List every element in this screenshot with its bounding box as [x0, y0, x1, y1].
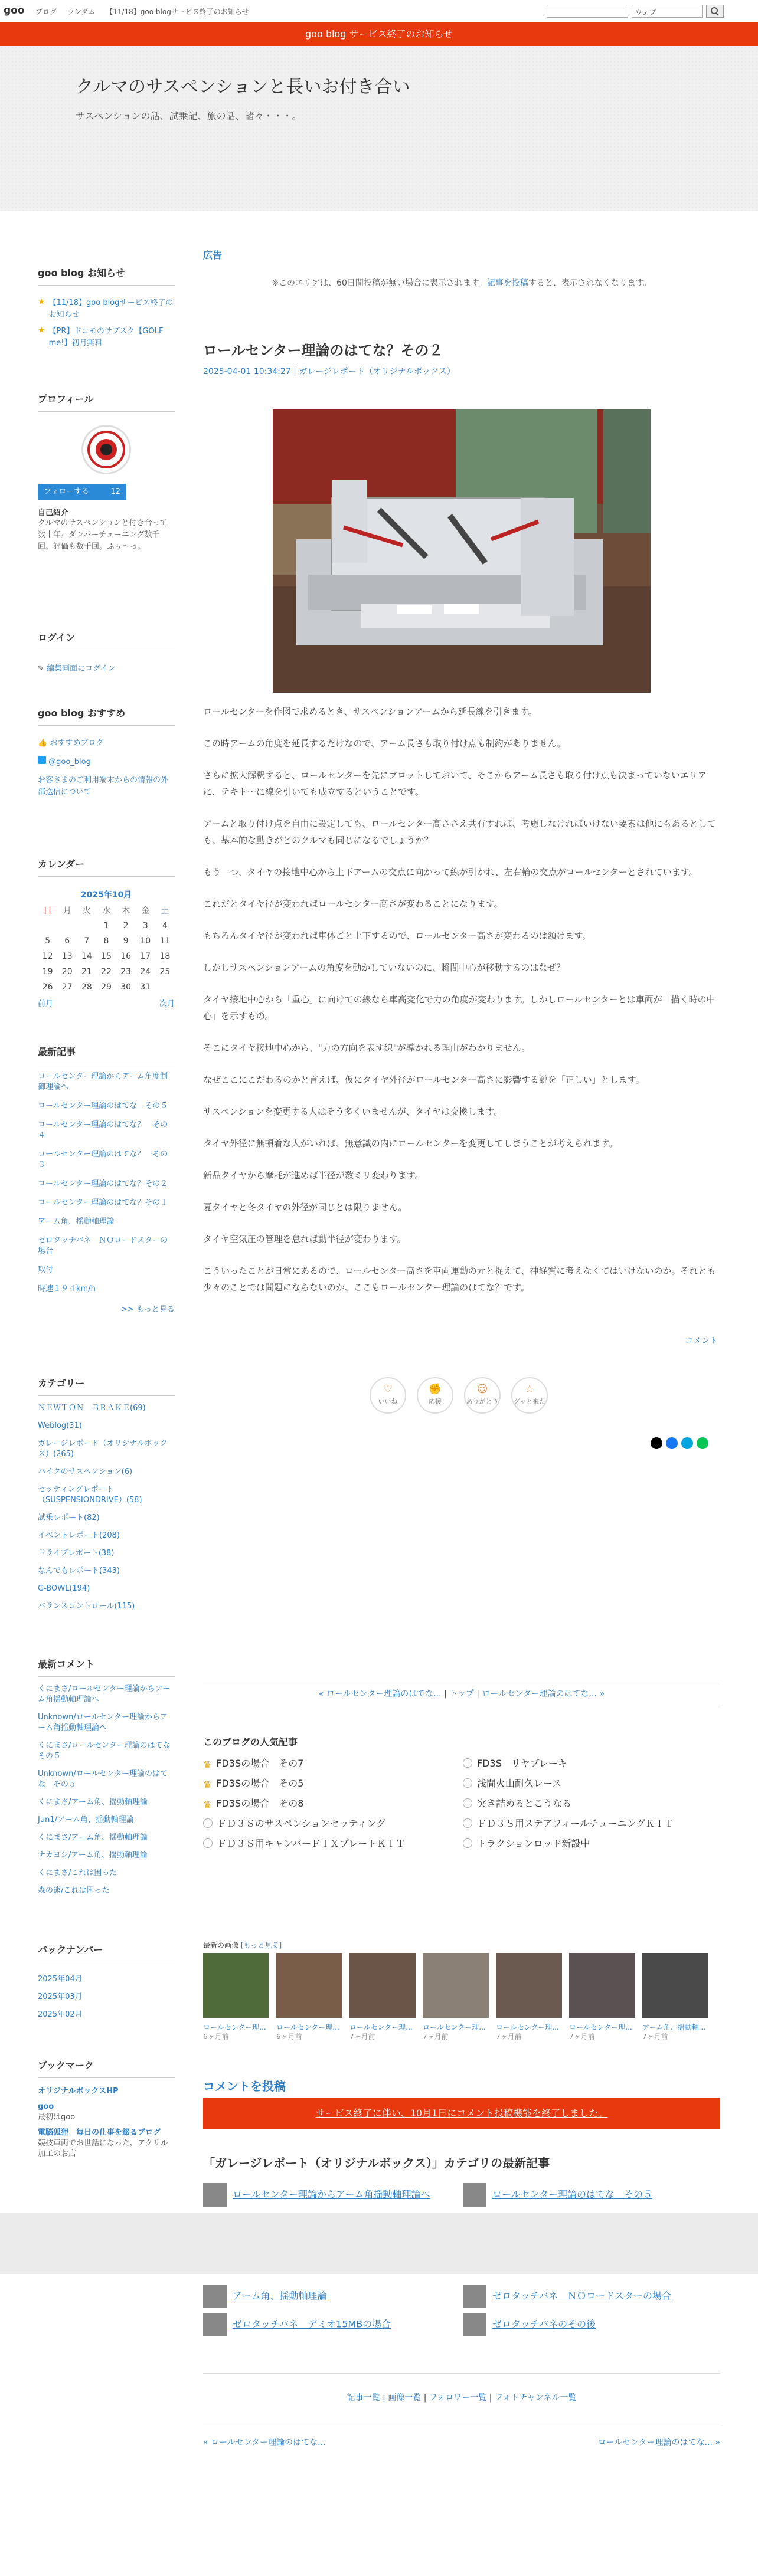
calendar-day [38, 918, 57, 933]
weekday-label: 日 [43, 906, 52, 916]
sidebar-calendar [38, 857, 175, 1008]
thumbs-up-icon: 👍 [38, 739, 48, 748]
post-category[interactable]: ガレージレポート（オリジナルボックス） [299, 367, 455, 376]
star-icon: ★ [38, 326, 45, 335]
post-paragraph: 夏タイヤと冬タイヤの外径が同じとは限りません。 [203, 1202, 407, 1212]
popular-post-title: ＦＤ３Ｓのサスペンションセッティング [217, 1818, 386, 1829]
recent-post-link[interactable]: ロールセンター理論のはてな？ その４ [38, 1120, 168, 1140]
calendar-prev-link[interactable]: 前月 [38, 999, 54, 1008]
recent-post-link[interactable]: ロールセンター理論のはてな？その１ [38, 1198, 168, 1207]
thumbnail-icon [463, 1758, 472, 1768]
calendar-weekday-row [38, 903, 175, 918]
post-paragraph: タイヤ接地中心から「重心」に向けての線なら車高変化で力の角度が変わります。しかしロールセンターとは車両が「描く時の中心」を示すもの。 [203, 994, 715, 1021]
crown-icon: ♛ [203, 1779, 212, 1790]
blog-header [0, 46, 758, 211]
recent-comment-link[interactable]: くにまさ/これは困った [38, 1869, 117, 1877]
bookmark-heading: ブックマーク [38, 2058, 175, 2078]
bookmark-desc: 最初はgoo [38, 2113, 76, 2122]
category-link[interactable]: セッティングレポート（SUSPENSIONDRIVE）(58) [38, 1485, 142, 1505]
recent-post-link[interactable]: ロールセンター理論のはてな？ その３ [38, 1150, 168, 1169]
popular-post-title: 浅間火山耐久レース [477, 1778, 562, 1789]
recent-comment-link[interactable]: 森の熊/これは困った [38, 1886, 110, 1895]
recent-post-link[interactable]: 時速１９４km/h [38, 1284, 96, 1293]
calendar-day: 24 [140, 967, 151, 976]
popular-post-link[interactable] [203, 1756, 303, 1770]
avatar[interactable] [81, 425, 131, 474]
hatena-share-icon[interactable] [681, 1437, 693, 1449]
image-caption[interactable] [496, 2023, 562, 2041]
image-caption[interactable] [276, 2023, 342, 2041]
facebook-share-icon[interactable] [666, 1437, 678, 1449]
sidebar-profile [38, 392, 175, 553]
comment-link[interactable]: コメント [685, 1336, 718, 1346]
article-thumbnail [203, 2313, 227, 2336]
popular-post-link[interactable] [203, 1776, 303, 1790]
bottom-prev-link[interactable]: « ロールセンター理論のはてな... [203, 2438, 326, 2447]
reaction-icon: ☺ [476, 1383, 488, 1395]
image-title: アーム角、揺動軸... [642, 2023, 706, 2031]
calendar-day: 16 [120, 952, 132, 961]
category-link[interactable]: バイクのサスペンション(6) [38, 1467, 133, 1476]
category-latest-link[interactable] [203, 2183, 430, 2207]
sidebar-backnumber [38, 1942, 175, 2024]
thumbnail-icon [463, 1778, 472, 1788]
image-age: 7ヶ月前 [642, 2033, 668, 2041]
category-link[interactable]: ＮＥＷＴＯＮ ＢＲＡＫＥ(69) [38, 1404, 146, 1412]
image-title: ロールセンター理... [569, 2023, 632, 2031]
reaction-label: 応援 [429, 1398, 442, 1405]
sidebar-news [38, 266, 175, 349]
top-link-notice[interactable]: 【11/18】goo blogサービス終了のお知らせ [106, 8, 249, 16]
thumbnail-icon [463, 1798, 472, 1808]
popular-post-link[interactable] [463, 1756, 567, 1769]
image-caption[interactable] [642, 2023, 708, 2041]
recent-post-link[interactable]: アーム角、揺動軸理論 [38, 1217, 115, 1226]
comments-heading: 最新コメント [38, 1657, 175, 1677]
crown-icon: ♛ [203, 1799, 212, 1810]
recent-comment-link[interactable]: Unknown/ロールセンター理論からアーム角揺動軸理論へ [38, 1713, 168, 1732]
calendar-day [77, 918, 96, 933]
backnumber-heading: バックナンバー [38, 1942, 175, 1962]
image-thumbnail[interactable] [276, 1953, 342, 2018]
footer-link-photochannel[interactable]: フォトチャンネル一覧 [494, 2393, 577, 2403]
category-link[interactable]: なんでもレポート(343) [38, 1566, 120, 1575]
calendar-day: 27 [61, 982, 73, 992]
recent-comment-link[interactable]: くにまさ/アーム角、揺動軸理論 [38, 1833, 148, 1842]
follow-label: フォローする [44, 487, 89, 496]
line-share-icon[interactable] [697, 1437, 708, 1449]
reaction-icon: ✊ [428, 1383, 442, 1395]
pager-prev-link[interactable]: « ロールセンター理論のはてな... [319, 1689, 442, 1699]
calendar-week-row [38, 933, 175, 949]
category-latest-title: ゼロタッチバネ デミオ15MBの場合 [233, 2318, 391, 2330]
crown-icon: ♛ [203, 1759, 212, 1770]
post-paragraph: これだとタイヤ径が変わればロールセンター高さが変わることになります。 [203, 899, 503, 909]
reaction-button[interactable] [370, 1377, 406, 1414]
post-paragraph: タイヤ外径に無頓着な人がいれば、無意識の内にロールセンターを変更してしまうことが考えられます。 [203, 1138, 618, 1149]
recent-heading: 最新記事 [38, 1044, 175, 1064]
post-article-link[interactable]: 記事を投稿 [486, 278, 528, 288]
calendar-day: 31 [140, 982, 151, 992]
image-title: ロールセンター理... [349, 2023, 413, 2031]
calendar-day: 25 [159, 967, 171, 976]
category-link[interactable]: ドライブレポート(38) [38, 1549, 115, 1558]
calendar-day: 9 [123, 936, 129, 946]
article-thumbnail [463, 2285, 486, 2308]
profile-heading: プロフィール [38, 392, 175, 412]
footer-link-articles[interactable]: 記事一覧 [347, 2393, 380, 2403]
recent-comment-link[interactable]: Unknown/ロールセンター理論のはてな その５ [38, 1769, 168, 1789]
category-latest-link[interactable] [203, 2313, 391, 2336]
post-paragraph: さらに拡大解釈すると、ロールセンターを先にプロットしておいて、そこからアーム長さも取り付け点も決まっていないエリアに、テキト〜に線を引いても成立するということです。 [203, 770, 707, 797]
self-intro-heading: 自己紹介 [38, 509, 69, 517]
categories-heading: カテゴリー [38, 1376, 175, 1396]
category-latest-link[interactable] [463, 2313, 596, 2336]
recent-comment-link[interactable]: くにまさ/アーム角、揺動軸理論 [38, 1798, 148, 1807]
popular-post-link[interactable] [203, 1816, 385, 1830]
calendar-day: 28 [81, 982, 92, 992]
post-paragraph: こういったことが日常にあるので、ロールセンター高さを車両運動の元と捉えて、神経質に考えなくてはいけないのか。それとも少々のことでは問題にならないのか、ここもロールセンター理論のはてな？です。 [203, 1266, 716, 1293]
post-paragraph: もう一つ、タイヤの接地中心から上下アームの交点に向かって線が引かれ、左右輪の交点がロールセンターとされています。 [203, 867, 698, 877]
sidebar-comments [38, 1657, 178, 1903]
top-bar [0, 0, 758, 22]
image-thumbnail[interactable] [423, 1953, 489, 2018]
image-title: ロールセンター理... [203, 2023, 266, 2031]
category-latest-title: アーム角、揺動軸理論 [233, 2290, 327, 2302]
calendar-day: 22 [101, 967, 112, 976]
twitter-icon [38, 756, 46, 764]
popular-post-link[interactable] [203, 1796, 303, 1810]
top-links [35, 6, 257, 17]
backnumber-item[interactable]: 2025年04月 [38, 1975, 83, 1984]
post-paragraph: もちろんタイヤ径が変われば車体ごと上下するので、ロールセンター高さが変わるのは頷けます。 [203, 930, 592, 941]
popular-post-link[interactable] [463, 1776, 561, 1790]
post-date[interactable]: 2025-04-01 10:34:27 [203, 367, 291, 376]
popular-post-link[interactable] [203, 1836, 405, 1850]
sidebar-bookmark [38, 2058, 175, 2159]
calendar-day: 19 [42, 967, 53, 976]
pager-top-link[interactable]: トップ [449, 1689, 474, 1699]
calendar-day [155, 979, 175, 995]
calendar-day: 6 [64, 936, 70, 946]
calendar-day: 30 [120, 982, 132, 992]
popular-post-title: 突き詰めるとこうなる [477, 1798, 572, 1809]
calendar-day: 7 [84, 936, 90, 946]
follow-button[interactable] [38, 484, 126, 500]
ad-notice-text: すると、表示されなくなります。 [528, 278, 652, 288]
calendar-day: 29 [101, 982, 112, 992]
calendar-day: 3 [142, 921, 148, 930]
popular-post-title: FD3Sの場合 その8 [216, 1798, 304, 1809]
image-thumbnail[interactable] [349, 1953, 416, 2018]
calendar-day: 13 [61, 952, 73, 961]
popular-post-title: ＦＤ３Ｓ用ステアフィールチューニングＫＩＴ [477, 1818, 674, 1829]
image-thumbnail[interactable] [496, 1953, 562, 2018]
calendar-week-row [38, 979, 175, 995]
post-paragraph: この時アームの角度を延長するだけなので、アーム長さも取り付け点も制約がありません。 [203, 738, 566, 749]
ad-notice [203, 277, 720, 289]
category-latest-title: ロールセンター理論のはてな その５ [492, 2188, 653, 2200]
popular-heading: このブログの人気記事 [203, 1736, 298, 1748]
reaction-label: ありがとう [466, 1398, 499, 1405]
blog-description: サスペンションの話、試乗記、旅の話、諸々・・・。 [76, 110, 302, 122]
recent-post-link[interactable]: ロールセンター理論のはてな その５ [38, 1102, 168, 1110]
pencil-icon: ✎ [38, 664, 44, 673]
calendar-day [57, 918, 77, 933]
calendar-table [38, 903, 175, 995]
category-link[interactable]: イベントレポート(208) [38, 1531, 120, 1540]
popular-post-link[interactable] [463, 1836, 590, 1850]
category-latest-link[interactable] [463, 2183, 652, 2207]
calendar-day: 5 [45, 936, 51, 946]
category-link[interactable]: バランスコントロール(115) [38, 1602, 135, 1611]
popular-post-title: FD3Sの場合 その7 [216, 1758, 304, 1769]
calendar-week-row [38, 964, 175, 979]
bookmark-link[interactable]: オリジナルボックスHP [38, 2087, 119, 2096]
calendar-day: 17 [140, 952, 151, 961]
top-link-blog[interactable]: ブログ [35, 8, 57, 16]
reaction-icon: ☆ [524, 1383, 535, 1395]
news-heading: goo blog お知らせ [38, 266, 175, 286]
calendar-next-link[interactable]: 次月 [159, 999, 175, 1008]
article-thumbnail [203, 2183, 227, 2207]
image-age: 7ヶ月前 [569, 2033, 595, 2041]
category-latest-title: ゼロタッチバネのその後 [492, 2318, 596, 2330]
calendar-day: 12 [42, 952, 53, 961]
search-scope-select[interactable]: ウェブ [632, 5, 703, 18]
image-caption[interactable] [349, 2023, 416, 2041]
backnumber-item[interactable]: 2025年02月 [38, 2010, 83, 2019]
image-thumbnail[interactable] [642, 1953, 708, 2018]
post-paragraph: タイヤ空気圧の管理を怠れば動半径が変わります。 [203, 1234, 406, 1244]
news-item-service-end[interactable]: 【11/18】goo blogサービス終了のお知らせ [48, 299, 174, 319]
ad-heading: 広告 [203, 250, 223, 261]
login-link[interactable]: 編集画面にログイン [47, 664, 116, 673]
thumbnail-icon [203, 1818, 213, 1828]
images-more-link[interactable]: [もっと見る] [240, 1941, 282, 1949]
ad-band [0, 2213, 758, 2274]
recent-post-link[interactable]: ゼロタッチバネ ＮＯロードスターの場合 [38, 1236, 168, 1256]
bookmark-desc: 競技車両でお世話になった、アクリル加工のお店 [38, 2139, 168, 2158]
post-paragraph: しかしサスペンションアームの角度を動かしていないのに、瞬間中心が移動するのはなぜ？ [203, 962, 566, 973]
article-thumbnail [203, 2285, 227, 2308]
recommend-blog-link[interactable]: おすすめブログ [50, 739, 104, 748]
image-title: ロールセンター理... [496, 2023, 559, 2031]
bottom-next-link[interactable]: ロールセンター理論のはてな... » [597, 2438, 720, 2447]
more-posts-link[interactable]: >> もっと見る [121, 1305, 175, 1314]
avatar-emblem-icon [83, 427, 129, 473]
weekday-label: 木 [122, 906, 130, 916]
calendar-day: 20 [61, 967, 73, 976]
image-thumbnail[interactable] [569, 1953, 635, 2018]
search-icon [707, 5, 723, 17]
external-info-link[interactable]: お客さまのご利用端末からの情報の外部送信について [38, 776, 169, 797]
image-caption[interactable] [569, 2023, 635, 2041]
popular-post-link[interactable] [463, 1796, 571, 1810]
category-latest-heading: 「ガレージレポート（オリジナルボックス）」カテゴリの最新記事 [203, 2156, 550, 2170]
weekday-label: 土 [161, 906, 169, 916]
post-paragraph: ロールセンターを作図で求めるとき、サスペンションアームから延長線を引きます。 [203, 706, 537, 717]
service-end-notice[interactable]: goo blog サービス終了のお知らせ [0, 22, 758, 46]
pager [203, 1682, 720, 1705]
recent-comment-link[interactable]: くにまさ/ロールセンター理論からアーム角揺動軸理論へ [38, 1684, 171, 1704]
image-age: 6ヶ月前 [203, 2033, 229, 2041]
bookmark-link[interactable]: goo [38, 2102, 54, 2111]
search-button[interactable] [706, 5, 724, 18]
category-link[interactable]: Weblog(31) [38, 1421, 82, 1430]
calendar-day: 18 [159, 952, 171, 961]
blog-title[interactable]: クルマのサスペンションと長いお付き合い [76, 77, 410, 97]
post-paragraph: サスペンションを変更する人はそう多くいませんが、タイヤは交換します。 [203, 1106, 503, 1117]
calendar-day: 8 [103, 936, 109, 946]
category-latest-link[interactable] [203, 2285, 327, 2308]
calendar-day: 15 [101, 952, 112, 961]
recommend-heading: goo blog おすすめ [38, 706, 175, 726]
post-paragraph: そこにタイヤ接地中心から、"力の方向を表す線"が導かれる理由がわかりません。 [203, 1043, 531, 1053]
search-input[interactable] [547, 5, 628, 18]
pager-separator: | [444, 1689, 447, 1699]
sidebar-categories [38, 1376, 175, 1619]
weekday-label: 水 [102, 906, 110, 916]
footer-link-followers[interactable]: フォロワー一覧 [429, 2393, 487, 2403]
recent-post-link[interactable]: ロールセンター理論からアーム角度制御理論へ [38, 1072, 168, 1092]
image-caption[interactable] [423, 2023, 489, 2041]
image-age: 7ヶ月前 [496, 2033, 522, 2041]
x-share-icon[interactable] [651, 1437, 662, 1449]
article-thumbnail [463, 2313, 486, 2336]
login-heading: ログイン [38, 630, 175, 650]
category-link[interactable]: 試乗レポート(82) [38, 1513, 100, 1522]
article-thumbnail [463, 2183, 486, 2207]
post-photo[interactable] [273, 409, 651, 693]
bottom-nav [203, 2423, 720, 2448]
popular-post-title: トラクションロッド新設中 [477, 1838, 590, 1849]
category-latest-title: ロールセンター理論からアーム角揺動軸理論へ [233, 2188, 430, 2200]
suspension-rig-photo [273, 409, 651, 693]
reaction-button[interactable] [464, 1377, 501, 1414]
sidebar-recent [38, 1044, 175, 1314]
twitter-link[interactable]: @goo_blog [48, 758, 91, 766]
post-header: ロールセンター理論のはてな？その２ 2025-04-01 10:34:27 | ガレージレポート（オリジナルボックス） [203, 339, 720, 377]
sidebar-recommend [38, 706, 175, 798]
post-paragraph: なぜここにこだわるのかと言えば、仮にタイヤ外径がロールセンター高さに影響する説を「正しい」とします。 [203, 1074, 645, 1085]
popular-post-title: FD3S リヤブレーキ [477, 1758, 567, 1769]
image-age: 7ヶ月前 [423, 2033, 449, 2041]
reaction-label: いいね [378, 1398, 398, 1405]
popular-post-title: FD3Sの場合 その5 [216, 1778, 304, 1789]
images-heading-text: 最新の画像 [203, 1941, 239, 1949]
post-paragraph: アームと取り付け点を自由に設定しても、ロールセンター高ささえ共有すれば、考慮しなければいけない要素は他にもあるとしても、基本的な動きがどのクルマも同じになるでしょうか？ [203, 818, 716, 845]
ad-notice-text: ※このエリアは、60日間投稿が無い場合に表示されます。 [272, 278, 487, 288]
popular-post-title: ＦＤ３Ｓ用キャンバーＦＩＸプレートＫＩＴ [217, 1838, 406, 1849]
calendar-week-row [38, 918, 175, 933]
category-link[interactable]: G-BOWL(194) [38, 1584, 90, 1593]
pager-separator: | [476, 1689, 479, 1699]
ad-section [203, 248, 720, 289]
reaction-button[interactable] [417, 1377, 453, 1414]
calendar-day: 10 [140, 936, 151, 946]
image-thumbnail[interactable] [203, 1953, 269, 2018]
calendar-day: 4 [162, 921, 168, 930]
popular-post-link[interactable] [463, 1816, 674, 1830]
calendar-day: 1 [103, 921, 109, 930]
backnumber-item[interactable]: 2025年03月 [38, 1992, 83, 2001]
thumbnail-icon [463, 1818, 472, 1828]
category-latest-link[interactable] [463, 2285, 671, 2308]
comment-closed-notice[interactable]: サービス終了に伴い、10月1日にコメント投稿機能を終了しました。 [203, 2098, 720, 2129]
footer-links: 記事一覧 | 画像一覧 | フォロワー一覧 | フォトチャンネル一覧 [203, 2373, 720, 2403]
calendar-day: 23 [120, 967, 132, 976]
calendar-day: 2 [123, 921, 129, 930]
recent-post-link[interactable]: 取付 [38, 1266, 54, 1274]
reaction-label: グッと来た [513, 1398, 546, 1405]
self-intro-text: クルマのサスペンションと付き合って数十年。ダンパーチューニング数千回。評価も数千回。ふぅ〜っ。 [38, 519, 168, 551]
weekday-label: 月 [63, 906, 71, 916]
recent-comment-link[interactable]: Jun1/アーム角、揺動軸理論 [38, 1815, 134, 1824]
thumbnail-icon [463, 1838, 472, 1848]
post-paragraph: 新品タイヤから摩耗が進めば半径が数ミリ変わります。 [203, 1170, 424, 1181]
goo-logo[interactable]: goo [4, 5, 25, 17]
sidebar-login [38, 630, 175, 673]
pager-next-link[interactable]: ロールセンター理論のはてな... » [482, 1689, 605, 1699]
recent-post-link[interactable]: ロールセンター理論のはてな？その２ [38, 1179, 168, 1188]
image-age: 6ヶ月前 [276, 2033, 302, 2041]
calendar-day: 21 [81, 967, 92, 976]
calendar-week-row [38, 949, 175, 964]
category-latest-title: ゼロタッチバネ ＮＯロードスターの場合 [492, 2290, 671, 2302]
image-title: ロールセンター理... [423, 2023, 486, 2031]
recent-comment-link[interactable]: ナカヨシ/アーム角、揺動軸理論 [38, 1851, 148, 1860]
comment-post-heading: コメントを投稿 [203, 2079, 286, 2093]
image-age: 7ヶ月前 [349, 2033, 375, 2041]
calendar-day: 11 [159, 936, 171, 946]
news-item-pr[interactable]: 【PR】ドコモのサブスク【GOLF me!】初月無料 [48, 327, 164, 348]
post-body [203, 703, 720, 1311]
reaction-button[interactable] [511, 1377, 548, 1414]
top-link-random[interactable]: ランダム [67, 8, 96, 16]
category-link[interactable]: ガレージレポート（オリジナルボックス）(265) [38, 1439, 168, 1459]
post-title[interactable]: ロールセンター理論のはてな？その２ [203, 342, 443, 359]
footer-link-images[interactable]: 画像一覧 [388, 2393, 422, 2403]
recent-comment-link[interactable]: くにまさ/ロールセンター理論のはてな その５ [38, 1741, 178, 1761]
calendar-day: 14 [81, 952, 92, 961]
bookmark-link[interactable]: 電脳狐狸 毎日の仕事を綴るブログ [38, 2128, 161, 2137]
follower-count: 12 [110, 487, 120, 496]
thumbnail-icon [203, 1838, 213, 1848]
calendar-heading: カレンダー [38, 857, 175, 877]
star-icon: ★ [38, 297, 45, 307]
weekday-label: 火 [82, 906, 91, 916]
reaction-icon: ♡ [383, 1383, 393, 1395]
images-heading [203, 1940, 282, 1950]
weekday-label: 金 [141, 906, 150, 916]
calendar-day: 26 [42, 982, 53, 992]
image-caption[interactable] [203, 2023, 269, 2041]
image-title: ロールセンター理... [276, 2023, 339, 2031]
calendar-month: 2025年10月 [80, 890, 132, 900]
